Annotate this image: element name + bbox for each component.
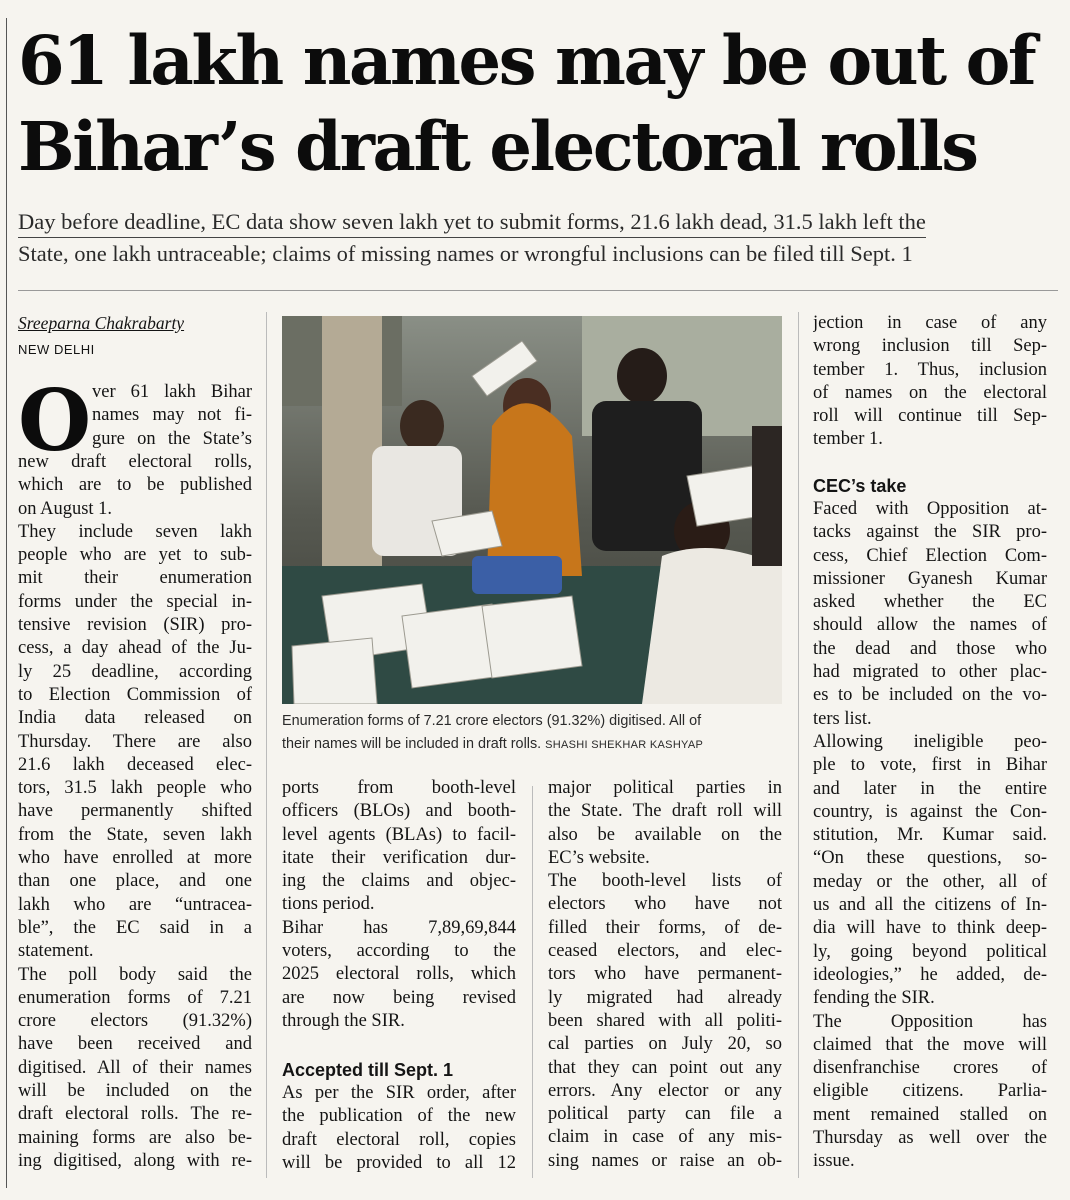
text-line: who have enrolled at more [18,848,252,869]
text-line: es to be included on the vo- [813,685,1047,706]
deck-line: State, one lakh untraceable; claims of missing names or wrongful inclusions can be filed till Sept. 1 [18,241,913,266]
text-line: forms under the special in- [18,591,252,612]
text-line: ly, going beyond political [813,941,1047,962]
text-line: and later in the entire [813,778,1047,799]
text-line: tacks against the SIR pro- [813,522,1047,543]
text-line: tors, 31.5 lakh people who [18,778,252,799]
text-line: claim in case of any mis- [548,1127,782,1148]
article-column-2-continued [282,1082,516,1175]
text-line: tember 1. [813,429,883,450]
text-line: draft electoral rolls. The re- [18,1104,252,1125]
text-line: to Election Commission of [18,684,252,705]
text-line: officers (BLOs) and booth- [282,801,516,822]
text-line: lakh who are “untracea- [18,894,252,915]
headline-line: 61 lakh names may be out of [18,21,1035,100]
text-line: electors who have not [548,894,782,915]
text-line: The Opposition has [813,1011,1047,1032]
text-line: gure on the State’s [92,428,252,449]
text-line: tors who have permanent- [548,964,782,985]
text-line: ideologies,” he added, de- [813,964,1047,985]
subhead-accepted [282,1059,516,1082]
photo-credit: SHASHI SHEKHAR KASHYAP [545,739,704,751]
text-line: ing the claims and objec- [282,871,516,892]
text-line: crore electors (91.32%) [18,1011,252,1032]
text-line: roll will continue till Sep- [813,406,1047,427]
text-line: ly 25 deadline, according [18,661,252,682]
text-line: filled their forms, of de- [548,917,782,938]
drop-cap: O [18,371,92,470]
text-line: cal parties on July 20, so [548,1034,782,1055]
text-line: Thursday as well over the [813,1128,1047,1149]
text-line: Thursday. There are also [18,731,252,752]
text-line: 2025 electoral rolls, which [282,964,516,985]
text-line: of names on the electoral [813,382,1047,403]
text-line: errors. Any elector or any [548,1080,782,1101]
photo-caption [282,710,782,757]
text-line: voters, according to the [282,941,516,962]
article-column-2 [282,777,516,1033]
text-line: fending the SIR. [813,988,935,1009]
text-line: had migrated to other plac- [813,662,1047,683]
text-line: tensive revision (SIR) pro- [18,615,252,636]
text-line: cess, Chief Election Com- [813,545,1047,566]
text-line: sing names or raise an ob- [548,1150,782,1171]
text-line: itate their verification dur- [282,847,516,868]
text-line: meday or the other, all of [813,871,1047,892]
column-rule [798,312,799,1178]
text-line: They include seven lakh [18,521,252,542]
subhead-cec [813,475,1047,498]
text-line: EC’s website. [548,847,650,868]
section-subhead: CEC’s take [813,476,907,496]
article-column-3 [548,777,782,1173]
article-column-1-body [18,451,252,1173]
dateline: NEW DELHI [18,342,95,358]
text-line: names may not fi- [92,405,252,426]
text-line: The poll body said the [18,964,252,985]
text-line: which are to be published [18,475,252,496]
text-line: have been received and [18,1034,252,1055]
text-line: people who are yet to sub- [18,545,252,566]
text-line: tember 1. Thus, inclusion [813,359,1047,380]
text-line: mit their enumeration [18,568,252,589]
text-line: Faced with Opposition at- [813,499,1047,519]
text-line: level agents (BLAs) to facil- [282,824,516,845]
text-line: also be available on the [548,824,782,845]
news-photo [282,316,782,704]
text-line: enumeration forms of 7.21 [18,987,252,1008]
column-rule [266,312,267,1178]
text-line: wrong inclusion till Sep- [813,336,1047,357]
text-line: Allowing ineligible peo- [813,731,1047,752]
text-line: should allow the names of [813,615,1047,636]
text-line: the dead and those who [813,638,1047,659]
text-line: that they can point out any [548,1057,782,1078]
text-line: ing digitised, along with re- [18,1150,252,1171]
text-line: new draft electoral rolls, [18,452,252,472]
text-line: will be included on the [18,1081,252,1102]
text-line: ters list. [813,708,872,729]
text-line: issue. [813,1151,855,1172]
headline-line: Bihar’s draft electoral rolls [18,107,977,186]
deck-line: Day before deadline, EC data show seven lakh yet to submit forms, 21.6 lakh dead, 31.5 lakh left the [18,206,926,238]
text-line: asked whether the EC [813,592,1047,613]
text-line: political party can file a [548,1104,782,1125]
text-line: statement. [18,941,94,962]
text-line: stitution, Mr. Kumar said. [813,825,1047,846]
text-line: ment remained stalled on [813,1104,1047,1125]
text-line: eligible citizens. Parlia- [813,1081,1047,1102]
text-line: are now being revised [282,987,516,1008]
text-line: India data released on [18,708,252,729]
text-line: maining forms are also be- [18,1127,252,1148]
byline: Sreeparna Chakrabarty [18,313,185,333]
text-line: country, is against the Con- [813,801,1047,822]
page-edge-rule [6,18,7,1188]
text-line: cess, a day ahead of the Ju- [18,638,252,659]
text-line: Bihar has 7,89,69,844 [282,917,516,938]
text-line: us and all the citizens of In- [813,895,1047,916]
text-line: missioner Gyanesh Kumar [813,568,1047,589]
text-line: ly migrated had already [548,987,782,1008]
column-rule [532,786,533,1178]
text-line: dia will have to think deep- [813,918,1047,939]
text-line: ver 61 lakh Bihar [92,382,252,402]
text-line: through the SIR. [282,1010,405,1031]
text-line: ple to vote, first in Bihar [813,755,1047,776]
text-line: draft electoral roll, copies [282,1129,516,1150]
text-line: As per the SIR order, after [282,1083,516,1103]
article-column-4 [813,312,1047,452]
caption-text: their names will be included in draft rolls. [282,736,542,752]
headline [18,18,1058,190]
text-line: tions period. [282,894,375,915]
text-line: ble”, the EC said in a [18,917,252,938]
caption-line: Enumeration forms of 7.21 crore electors (91.32%) digitised. All of [282,713,702,729]
caption-line [282,733,782,757]
text-line: major political parties in [548,778,782,798]
text-line: have permanently shifted [18,801,252,822]
text-line: been shared with all politi- [548,1010,782,1031]
article-column-4-continued [813,498,1047,1174]
text-line: “On these questions, so- [813,848,1047,869]
photo-enumeration-forms-image [282,316,782,704]
text-line: jection in case of any [813,313,1047,333]
text-line: the State. The draft roll will [548,801,782,822]
text-line: ceased electors, and elec- [548,941,782,962]
text-line: digitised. All of their names [18,1057,252,1078]
text-line: The booth-level lists of [548,871,782,892]
text-line: claimed that the move will [813,1034,1047,1055]
text-line: on August 1. [18,498,113,519]
text-line: disenfranchise crores of [813,1058,1047,1079]
deck-subheadline [18,206,1058,269]
text-line: the publication of the new [282,1106,516,1127]
header-divider [18,290,1058,291]
article-column-1 [18,312,252,362]
text-line: ports from booth-level [282,778,516,798]
dropcap-lines [92,381,252,451]
text-line: will be provided to all 12 [282,1152,516,1173]
text-line: from the State, seven lakh [18,824,252,845]
section-subhead: Accepted till Sept. 1 [282,1060,454,1080]
text-line: 21.6 lakh deceased elec- [18,754,252,775]
text-line: than one place, and one [18,871,252,892]
